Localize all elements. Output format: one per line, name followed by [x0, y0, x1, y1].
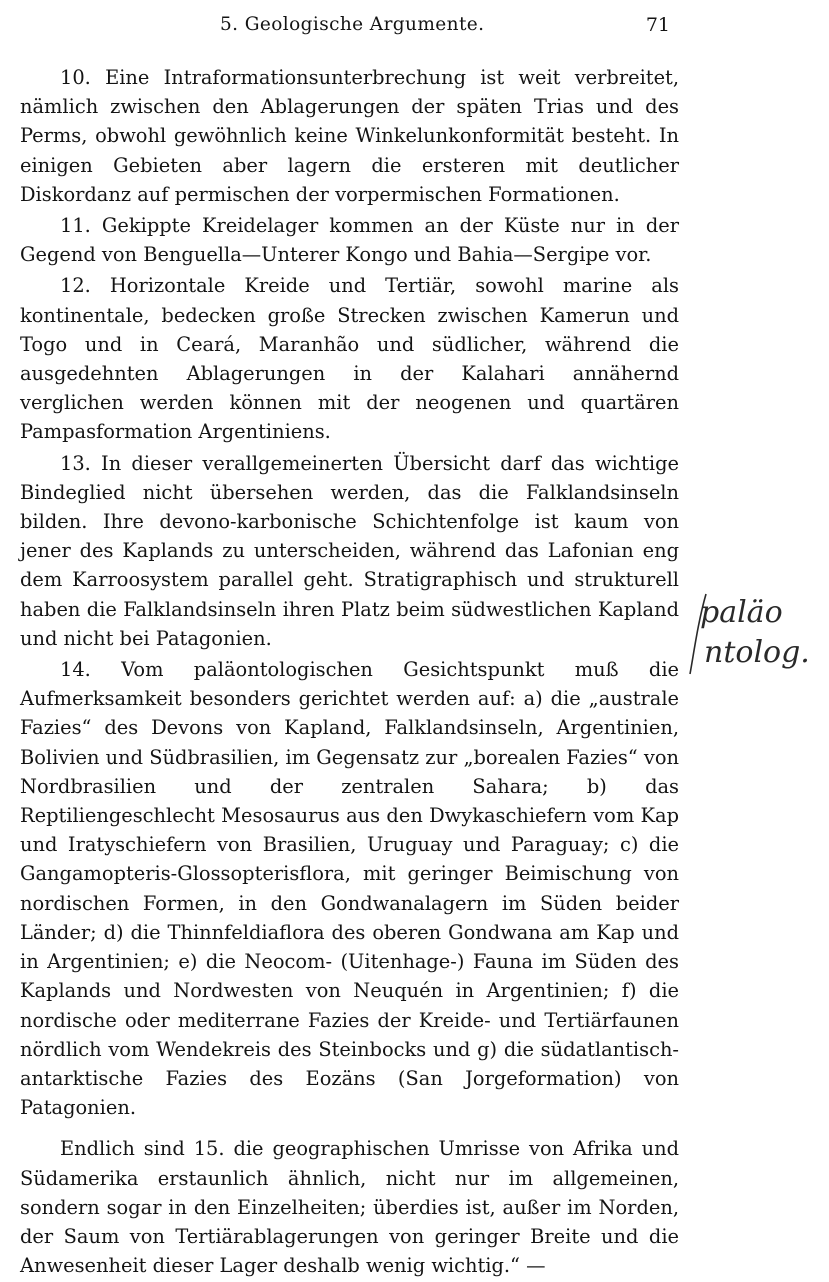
body-text — [20, 63, 679, 1282]
handwriting-svg — [688, 582, 828, 692]
paragraph-12: 12. Horizontale Kreide und Tertiär, sowohl marine als kontinentale, bedecken große Strecken zwischen Kamerun und Togo und in Ceará, Maranhão und südlicher, während die ausgedehnten Ablagerungen in der Kalahari annähernd verglichen werden können mit der neogenen und quartären Pampasformation Argentiniens. — [20, 274, 679, 444]
paragraph-15: Endlich sind 15. die geographischen Umrisse von Afrika und Südamerika erstaunlich ähnlich, nicht nur im allgemeinen, sondern sogar in den Einzelheiten; überdies ist, außer im Norden, der Saum von Tertiärablagerungen von geringer Breite und die Anwesenheit dieser Lager deshalb wenig wichtig.“ — — [20, 1137, 679, 1278]
paragraph-14: 14. Vom paläontologischen Gesichtspunkt muß die Aufmerksamkeit besonders gerichtet werden auf: a) die „australe Fazies“ des Devons von Kapland, Falklandsinseln, Argentinien, Bolivien und Südbrasilien, im Gegensatz zur „borealen Fazies“ von Nordbrasilien und der zentralen Sahara; b) das Reptiliengeschlecht Mesosaurus aus den Dwykaschiefern vom Kap und Iratyschiefern von Brasilien, Uruguay und Paraguay; c) die Gangamopteris-Glossopterisflora, mit geringer Beimischung von nordischen Formen, in den Gondwanalagern im Süden beider Länder; d) die Thinnfeldiaflora des oberen Gondwana am Kap und in Argentinien; e) die Neocom- (Uitenhage-) Fauna im Süden des Kaplands und Nordwesten von Neuquén in Argentinien; f) die nordische oder mediterrane Fazies der Kreide- und Tertiärfaunen nördlich vom Wendekreis des Steinbocks und g) die südatlantisch-antarktische Fazies des Eozäns (San Jorgeformation) von Patagonien. — [20, 658, 679, 1120]
chapter-title: 5. Geologische Argumente. — [220, 14, 485, 35]
paragraph-13: 13. In dieser verallgemeinerten Übersicht darf das wichtige Bindeglied nicht übersehen werden, das die Falklandsinseln bilden. Ihre devono-karbonische Schichtenfolge ist kaum von jener des Kaplands zu unterscheiden, während das Lafonian eng dem Karroosystem parallel geht. Stratigraphisch und strukturell haben die Falklandsinseln ihren Platz beim südwestlichen Kapland und nicht bei Patagonien. — [20, 451, 679, 650]
margin-note-line1: paläo — [700, 595, 783, 630]
margin-note-line2: ntolog. — [704, 635, 810, 670]
handwritten-margin-note — [688, 582, 828, 692]
page-number: 71 — [645, 14, 670, 36]
running-header — [20, 14, 680, 44]
paragraph-10: 10. Eine Intraformationsunterbrechung ist weit verbreitet, nämlich zwischen den Ablagerungen der späten Trias und des Perms, obwohl gewöhnlich keine Winkelunkonformität besteht. In einigen Gebieten aber lagern die ersteren mit deutlicher Diskordanz auf permischen der vorpermischen Formationen. — [20, 66, 679, 206]
paragraph-11: 11. Gekippte Kreidelager kommen an der Küste nur in der Gegend von Benguella—Unterer Kongo und Bahia—Sergipe vor. — [20, 214, 679, 267]
